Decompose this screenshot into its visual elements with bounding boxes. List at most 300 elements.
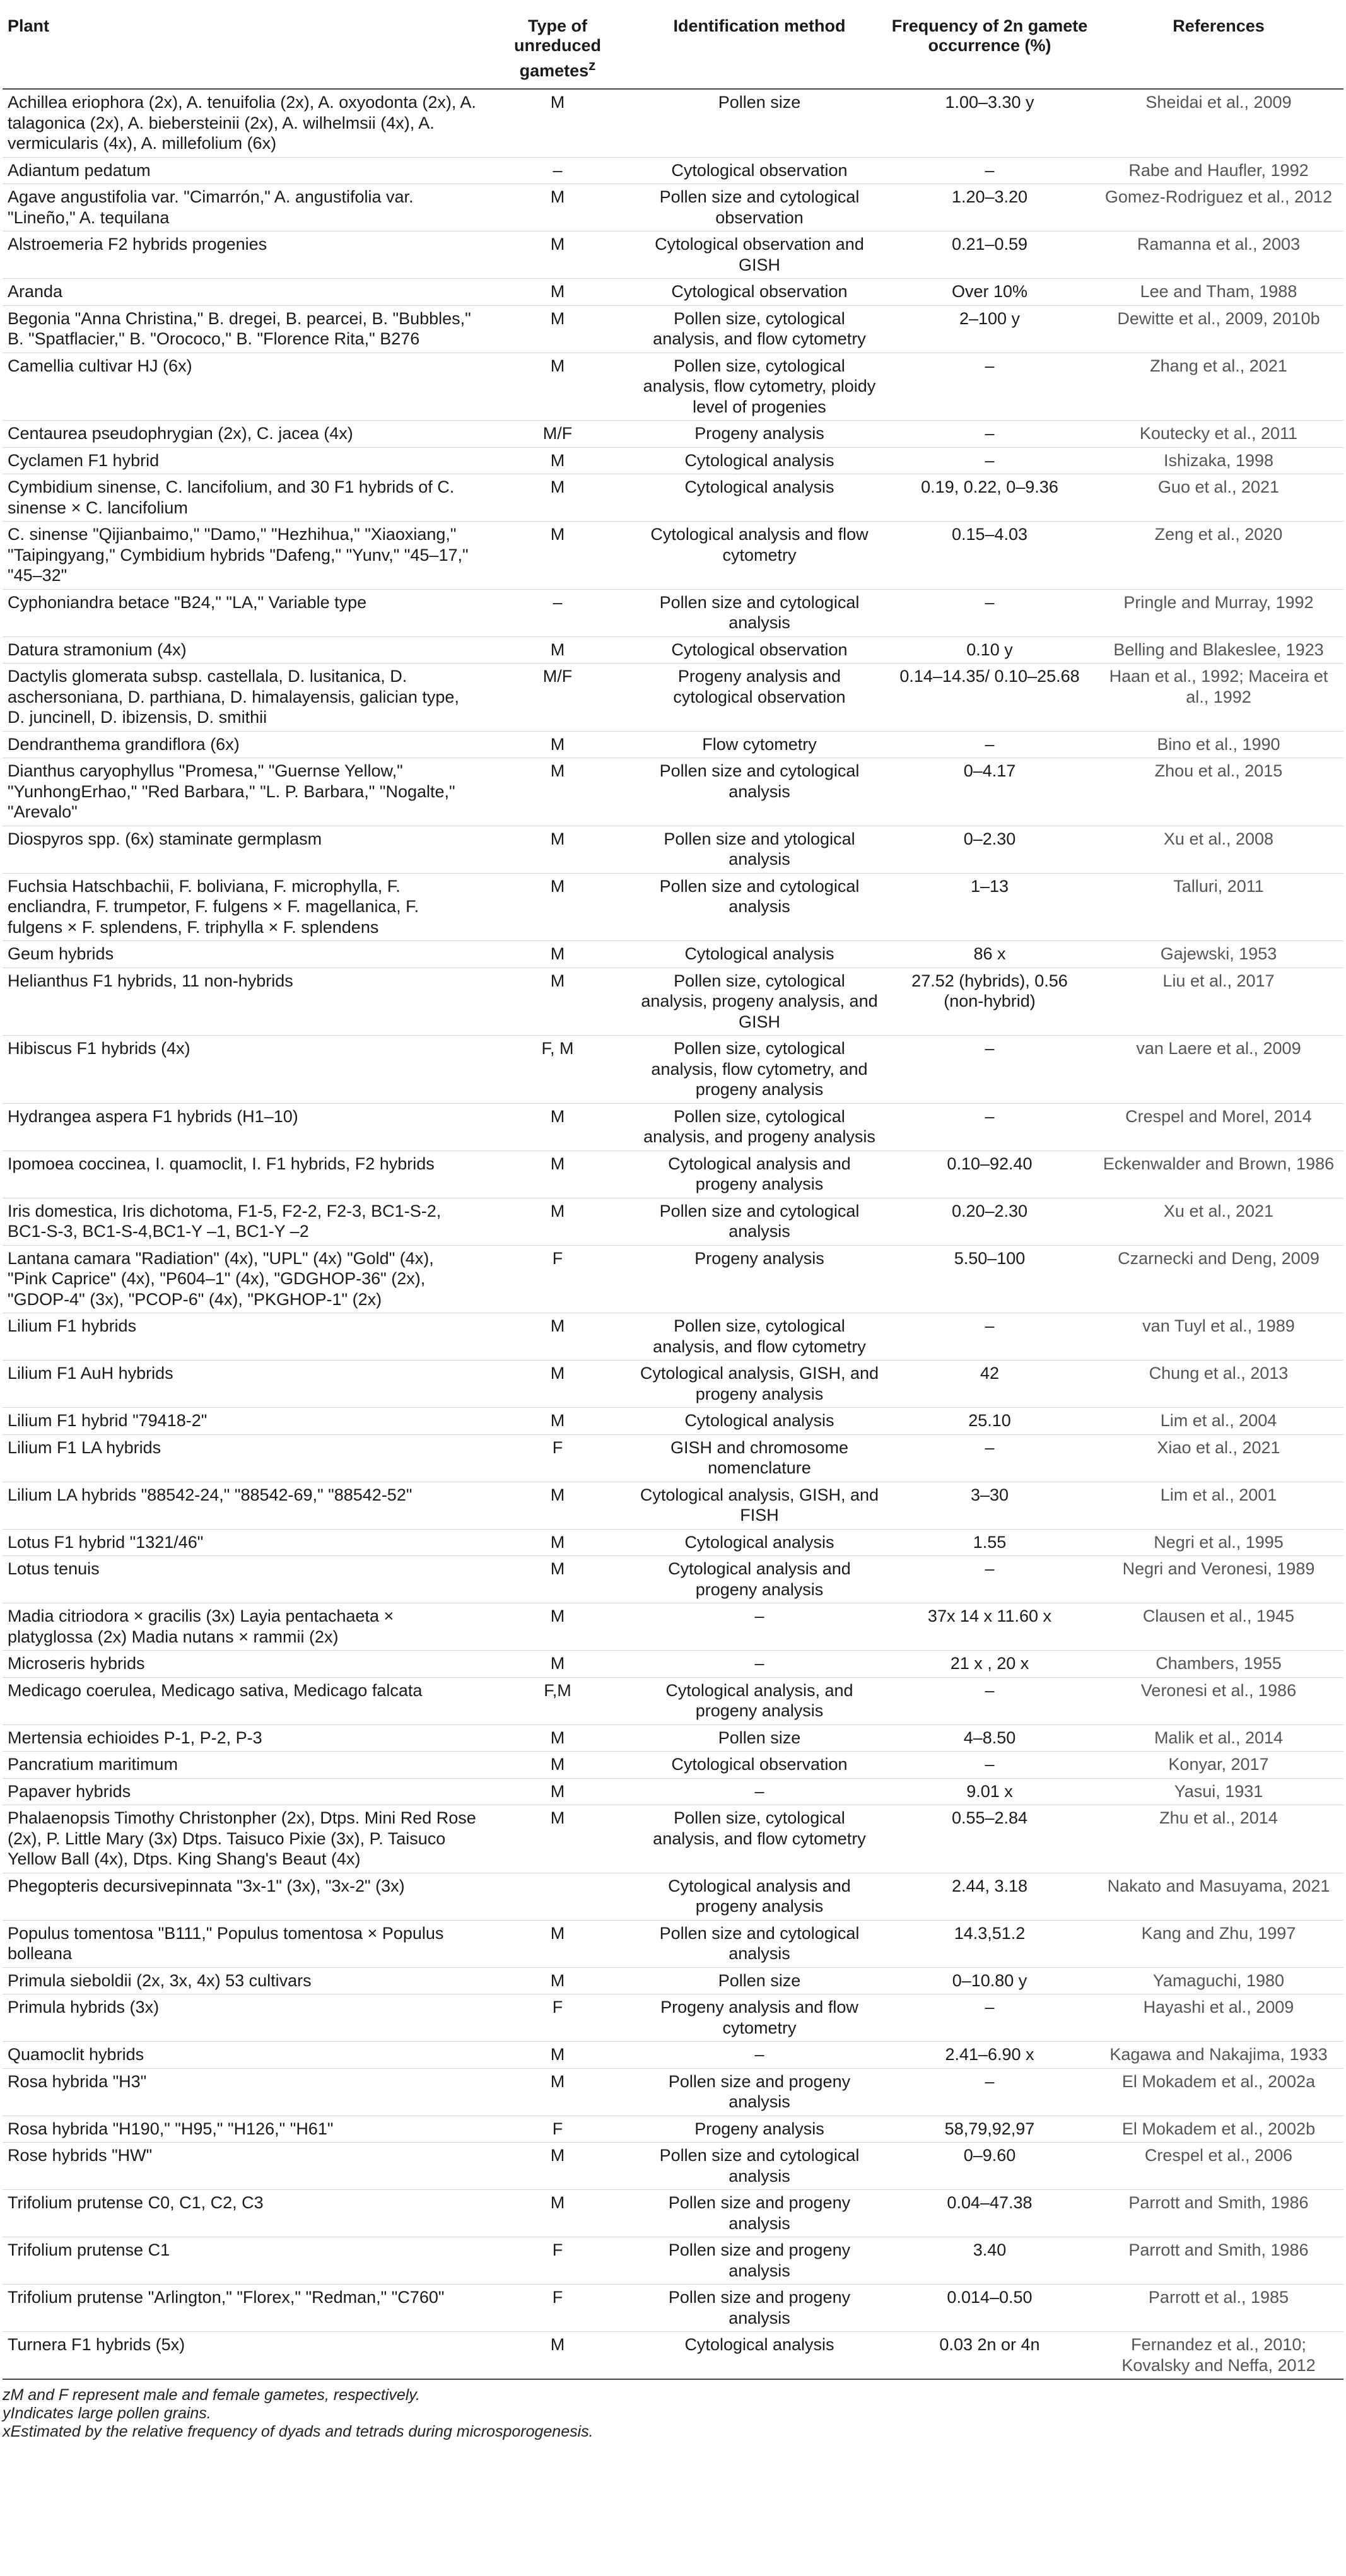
- reference-cell: Clausen et al., 1945: [1094, 1603, 1343, 1651]
- table-row: [3, 2143, 1343, 2190]
- frequency-cell: 86 x: [886, 941, 1094, 968]
- frequency-cell: –: [886, 1036, 1094, 1104]
- reference-cell: van Tuyl et al., 1989: [1094, 1313, 1343, 1361]
- plant-cell: Rose hybrids "HW": [3, 2143, 482, 2190]
- type-cell: M: [482, 1920, 633, 1967]
- plant-cell: Fuchsia Hatschbachii, F. boliviana, F. microphylla, F. encliandra, F. trumpetor, F. fulgens × F. magellanica, F. fulgens × F. splendens, F. triphylla × F. splendens: [3, 873, 482, 941]
- table-row: [3, 1361, 1343, 1408]
- table-row: [3, 1434, 1343, 1482]
- reference-cell: Xu et al., 2021: [1094, 1198, 1343, 1245]
- table-row: [3, 1805, 1343, 1873]
- method-cell: Progeny analysis: [633, 421, 886, 448]
- plant-cell: Phegopteris decursivepinnata "3x-1" (3x), "3x-2" (3x): [3, 1873, 482, 1920]
- frequency-cell: 27.52 (hybrids), 0.56 (non-hybrid): [886, 968, 1094, 1036]
- plant-cell: Rosa hybrida "H190," "H95," "H126," "H61": [3, 2116, 482, 2143]
- footnote-y: yIndicates large pollen grains.: [3, 2404, 211, 2422]
- reference-cell: Ramanna et al., 2003: [1094, 231, 1343, 279]
- method-cell: Cytological analysis: [633, 2332, 886, 2380]
- table-row: [3, 2068, 1343, 2116]
- frequency-cell: 0.55–2.84: [886, 1805, 1094, 1873]
- frequency-cell: 21 x , 20 x: [886, 1651, 1094, 1678]
- reference-cell: Konyar, 2017: [1094, 1752, 1343, 1779]
- type-cell: F,M: [482, 1677, 633, 1724]
- reference-cell: Fernandez et al., 2010; Kovalsky and Neffa, 2012: [1094, 2332, 1343, 2380]
- plant-cell: Begonia "Anna Christina," B. dregei, B. pearcei, B. "Bubbles," B. "Spatflacier," B. "Orococo," B. "Florence Rita," B276: [3, 305, 482, 353]
- plant-cell: Hibiscus F1 hybrids (4x): [3, 1036, 482, 1104]
- method-cell: –: [633, 2042, 886, 2069]
- type-cell: M: [482, 731, 633, 758]
- reference-cell: Lim et al., 2001: [1094, 1482, 1343, 1529]
- type-cell: M: [482, 1408, 633, 1435]
- plant-cell: Lilium F1 hybrids: [3, 1313, 482, 1361]
- header-type: Type of unreduced gametes$^z$: [482, 10, 633, 89]
- plant-cell: Lotus F1 hybrid "1321/46": [3, 1529, 482, 1556]
- frequency-cell: 25.10: [886, 1408, 1094, 1435]
- table-row: [3, 305, 1343, 353]
- plant-cell: Microseris hybrids: [3, 1651, 482, 1678]
- plant-cell: Agave angustifolia var. "Cimarrón," A. angustifolia var. "Lineño," A. tequilana: [3, 184, 482, 231]
- table-row: [3, 279, 1343, 306]
- frequency-cell: 0.10–92.40: [886, 1150, 1094, 1198]
- frequency-cell: –: [886, 421, 1094, 448]
- frequency-cell: 1.55: [886, 1529, 1094, 1556]
- method-cell: Cytological analysis and progeny analysis: [633, 1150, 886, 1198]
- plant-cell: Datura stramonium (4x): [3, 636, 482, 664]
- reference-cell: Eckenwalder and Brown, 1986: [1094, 1150, 1343, 1198]
- table-row: [3, 1245, 1343, 1313]
- reference-cell: Yamaguchi, 1980: [1094, 1967, 1343, 1994]
- frequency-cell: 14.3,51.2: [886, 1920, 1094, 1967]
- table-row: [3, 758, 1343, 826]
- method-cell: Pollen size and ytological analysis: [633, 826, 886, 873]
- method-cell: Cytological analysis and progeny analysis: [633, 1556, 886, 1603]
- table-row: [3, 1556, 1343, 1603]
- type-cell: –: [482, 157, 633, 184]
- plant-cell: Alstroemeria F2 hybrids progenies: [3, 231, 482, 279]
- plant-cell: Papaver hybrids: [3, 1778, 482, 1805]
- type-cell: M: [482, 184, 633, 231]
- reference-cell: Haan et al., 1992; Maceira et al., 1992: [1094, 664, 1343, 732]
- method-cell: Cytological analysis, GISH, and progeny analysis: [633, 1361, 886, 1408]
- plant-cell: Cyphoniandra betace "B24," "LA," Variable type: [3, 589, 482, 636]
- table-row: [3, 1603, 1343, 1651]
- reference-cell: El Mokadem et al., 2002a: [1094, 2068, 1343, 2116]
- frequency-cell: 3.40: [886, 2237, 1094, 2285]
- table-row: [3, 664, 1343, 732]
- table-row: [3, 1994, 1343, 2042]
- frequency-cell: 0.19, 0.22, 0–9.36: [886, 474, 1094, 522]
- frequency-cell: 0–4.17: [886, 758, 1094, 826]
- method-cell: Pollen size, cytological analysis, and progeny analysis: [633, 1103, 886, 1150]
- frequency-cell: 2.41–6.90 x: [886, 2042, 1094, 2069]
- type-cell: M: [482, 89, 633, 157]
- frequency-cell: 1.20–3.20: [886, 184, 1094, 231]
- reference-cell: van Laere et al., 2009: [1094, 1036, 1343, 1104]
- frequency-cell: 9.01 x: [886, 1778, 1094, 1805]
- table-row: [3, 1778, 1343, 1805]
- table-row: [3, 421, 1343, 448]
- table-row: [3, 1150, 1343, 1198]
- type-cell: F: [482, 2237, 633, 2285]
- type-cell: M: [482, 474, 633, 522]
- method-cell: Pollen size and cytological analysis: [633, 2143, 886, 2190]
- table-row: [3, 157, 1343, 184]
- reference-cell: Crespel et al., 2006: [1094, 2143, 1343, 2190]
- plant-cell: Trifolium prutense "Arlington," "Florex," "Redman," "C760": [3, 2285, 482, 2332]
- method-cell: Pollen size and cytological analysis: [633, 589, 886, 636]
- table-row: [3, 1482, 1343, 1529]
- table-row: [3, 231, 1343, 279]
- method-cell: Pollen size: [633, 1724, 886, 1752]
- method-cell: Pollen size and progeny analysis: [633, 2068, 886, 2116]
- plant-cell: Madia citriodora × gracilis (3x) Layia pentachaeta × platyglossa (2x) Madia nutans × rammii (2x): [3, 1603, 482, 1651]
- reference-cell: Zeng et al., 2020: [1094, 522, 1343, 590]
- plant-cell: Iris domestica, Iris dichotoma, F1-5, F2-2, F2-3, BC1-S-2, BC1-S-3, BC1-S-4,BC1-Y –1, BC1-Y –2: [3, 1198, 482, 1245]
- table-row: [3, 1920, 1343, 1967]
- type-cell: M: [482, 305, 633, 353]
- type-cell: F: [482, 2116, 633, 2143]
- type-cell: M: [482, 1778, 633, 1805]
- method-cell: Cytological analysis, GISH, and FISH: [633, 1482, 886, 1529]
- frequency-cell: –: [886, 589, 1094, 636]
- table-row: [3, 184, 1343, 231]
- plant-cell: Populus tomentosa "B111," Populus tomentosa × Populus bolleana: [3, 1920, 482, 1967]
- frequency-cell: 42: [886, 1361, 1094, 1408]
- table-row: [3, 1313, 1343, 1361]
- table-row: [3, 941, 1343, 968]
- method-cell: Cytological observation: [633, 1752, 886, 1779]
- table-row: [3, 968, 1343, 1036]
- frequency-cell: 0–2.30: [886, 826, 1094, 873]
- plant-cell: C. sinense "Qijianbaimo," "Damo," "Hezhihua," "Xiaoxiang," "Taipingyang," Cymbidium hybrids "Dafeng," "Yunv," "45–17," "45–32": [3, 522, 482, 590]
- reference-cell: Veronesi et al., 1986: [1094, 1677, 1343, 1724]
- plant-cell: Pancratium maritimum: [3, 1752, 482, 1779]
- frequency-cell: –: [886, 447, 1094, 474]
- plant-cell: Primula sieboldii (2x, 3x, 4x) 53 cultivars: [3, 1967, 482, 1994]
- type-cell: M: [482, 2068, 633, 2116]
- type-cell: M: [482, 636, 633, 664]
- frequency-cell: 1–13: [886, 873, 1094, 941]
- table-row: [3, 731, 1343, 758]
- table-row: [3, 873, 1343, 941]
- method-cell: Pollen size and cytological observation: [633, 184, 886, 231]
- reference-cell: Negri and Veronesi, 1989: [1094, 1556, 1343, 1603]
- table-row: [3, 2116, 1343, 2143]
- method-cell: Cytological analysis and progeny analysis: [633, 1873, 886, 1920]
- method-cell: Pollen size, cytological analysis, progeny analysis, and GISH: [633, 968, 886, 1036]
- frequency-cell: 0.03 2n or 4n: [886, 2332, 1094, 2380]
- frequency-cell: –: [886, 1313, 1094, 1361]
- type-cell: M: [482, 522, 633, 590]
- plant-cell: Lilium F1 hybrid "79418-2": [3, 1408, 482, 1435]
- type-cell: M: [482, 2042, 633, 2069]
- method-cell: Progeny analysis and cytological observation: [633, 664, 886, 732]
- frequency-cell: 0.04–47.38: [886, 2190, 1094, 2237]
- plant-cell: Trifolium prutense C1: [3, 2237, 482, 2285]
- frequency-cell: 58,79,92,97: [886, 2116, 1094, 2143]
- method-cell: Pollen size and cytological analysis: [633, 873, 886, 941]
- frequency-cell: –: [886, 1103, 1094, 1150]
- frequency-cell: 2–100 y: [886, 305, 1094, 353]
- type-cell: M: [482, 1482, 633, 1529]
- table-row: [3, 522, 1343, 590]
- table-row: [3, 353, 1343, 421]
- header-plant: Plant: [3, 10, 482, 89]
- plant-cell: Quamoclit hybrids: [3, 2042, 482, 2069]
- method-cell: Flow cytometry: [633, 731, 886, 758]
- header-references: References: [1094, 10, 1343, 89]
- reference-cell: Dewitte et al., 2009, 2010b: [1094, 305, 1343, 353]
- reference-cell: Yasui, 1931: [1094, 1778, 1343, 1805]
- frequency-cell: 5.50–100: [886, 1245, 1094, 1313]
- reference-cell: Parrott et al., 1985: [1094, 2285, 1343, 2332]
- method-cell: Cytological analysis: [633, 941, 886, 968]
- method-cell: Pollen size, cytological analysis, and flow cytometry: [633, 1313, 886, 1361]
- type-cell: M: [482, 1150, 633, 1198]
- reference-cell: Belling and Blakeslee, 1923: [1094, 636, 1343, 664]
- header-method: Identification method: [633, 10, 886, 89]
- plant-cell: Helianthus F1 hybrids, 11 non-hybrids: [3, 968, 482, 1036]
- plant-cell: Dendranthema grandiflora (6x): [3, 731, 482, 758]
- table-header-row: [3, 10, 1343, 89]
- type-cell: M: [482, 826, 633, 873]
- reference-cell: Zhu et al., 2014: [1094, 1805, 1343, 1873]
- reference-cell: Kang and Zhu, 1997: [1094, 1920, 1343, 1967]
- type-cell: M/F: [482, 421, 633, 448]
- method-cell: Pollen size: [633, 1967, 886, 1994]
- method-cell: Pollen size, cytological analysis, flow cytometry, and progeny analysis: [633, 1036, 886, 1104]
- type-cell: F, M: [482, 1036, 633, 1104]
- plant-cell: Phalaenopsis Timothy Christonpher (2x), Dtps. Mini Red Rose (2x), P. Little Mary (3x) Dtps. Taisuco Pixie (3x), P. Taisuco Yellow Ball (4x), Dtps. King Shang's Beaut (4x): [3, 1805, 482, 1873]
- method-cell: –: [633, 1651, 886, 1678]
- type-cell: M: [482, 353, 633, 421]
- method-cell: –: [633, 1778, 886, 1805]
- type-cell: F: [482, 1245, 633, 1313]
- table-row: [3, 826, 1343, 873]
- method-cell: Pollen size and progeny analysis: [633, 2190, 886, 2237]
- reference-cell: Parrott and Smith, 1986: [1094, 2237, 1343, 2285]
- plant-cell: Adiantum pedatum: [3, 157, 482, 184]
- method-cell: Cytological analysis: [633, 1408, 886, 1435]
- method-cell: Pollen size and cytological analysis: [633, 1920, 886, 1967]
- table-row: [3, 447, 1343, 474]
- type-cell: F: [482, 1994, 633, 2042]
- type-cell: M: [482, 1556, 633, 1603]
- reference-cell: Zhou et al., 2015: [1094, 758, 1343, 826]
- frequency-cell: 0–9.60: [886, 2143, 1094, 2190]
- frequency-cell: 0.21–0.59: [886, 231, 1094, 279]
- frequency-cell: 0.10 y: [886, 636, 1094, 664]
- method-cell: Cytological observation and GISH: [633, 231, 886, 279]
- unreduced-gametes-table: [3, 10, 1343, 2380]
- plant-cell: Centaurea pseudophrygian (2x), C. jacea (4x): [3, 421, 482, 448]
- reference-cell: Xu et al., 2008: [1094, 826, 1343, 873]
- plant-cell: Cyclamen F1 hybrid: [3, 447, 482, 474]
- reference-cell: Negri et al., 1995: [1094, 1529, 1343, 1556]
- frequency-cell: 4–8.50: [886, 1724, 1094, 1752]
- reference-cell: Zhang et al., 2021: [1094, 353, 1343, 421]
- reference-cell: Parrott and Smith, 1986: [1094, 2190, 1343, 2237]
- plant-cell: Lilium LA hybrids "88542-24," "88542-69," "88542-52": [3, 1482, 482, 1529]
- reference-cell: Chung et al., 2013: [1094, 1361, 1343, 1408]
- method-cell: Cytological analysis and flow cytometry: [633, 522, 886, 590]
- plant-cell: Lilium F1 AuH hybrids: [3, 1361, 482, 1408]
- frequency-cell: –: [886, 1994, 1094, 2042]
- frequency-cell: Over 10%: [886, 279, 1094, 306]
- frequency-cell: 0.14–14.35/ 0.10–25.68: [886, 664, 1094, 732]
- table-row: [3, 589, 1343, 636]
- type-cell: M: [482, 1529, 633, 1556]
- plant-cell: Lotus tenuis: [3, 1556, 482, 1603]
- type-cell: M: [482, 447, 633, 474]
- plant-cell: Hydrangea aspera F1 hybrids (H1–10): [3, 1103, 482, 1150]
- table-row: [3, 2332, 1343, 2380]
- plant-cell: Lantana camara "Radiation" (4x), "UPL" (4x) "Gold" (4x), "Pink Caprice" (4x), "P604–1" (4x), "GDGHOP-36" (2x), "GDOP-4" (3x), "PCOP-6" (4x), "PKGHOP-1" (2x): [3, 1245, 482, 1313]
- method-cell: Pollen size and cytological analysis: [633, 758, 886, 826]
- plant-cell: Achillea eriophora (2x), A. tenuifolia (2x), A. oxyodonta (2x), A. talagonica (2x), A. biebersteinii (2x), A. wilhelmsii (4x), A. vermicularis (4x), A. millefolium (6x): [3, 89, 482, 157]
- table-row: [3, 2190, 1343, 2237]
- method-cell: Cytological observation: [633, 636, 886, 664]
- plant-cell: Turnera F1 hybrids (5x): [3, 2332, 482, 2380]
- reference-cell: Koutecky et al., 2011: [1094, 421, 1343, 448]
- table-row: [3, 1651, 1343, 1678]
- table-row: [3, 2042, 1343, 2069]
- table-row: [3, 89, 1343, 157]
- method-cell: Cytological analysis: [633, 447, 886, 474]
- reference-cell: Hayashi et al., 2009: [1094, 1994, 1343, 2042]
- type-cell: M: [482, 1313, 633, 1361]
- type-cell: M: [482, 279, 633, 306]
- reference-cell: Pringle and Murray, 1992: [1094, 589, 1343, 636]
- frequency-cell: –: [886, 731, 1094, 758]
- reference-cell: Ishizaka, 1998: [1094, 447, 1343, 474]
- plant-cell: Medicago coerulea, Medicago sativa, Medicago falcata: [3, 1677, 482, 1724]
- method-cell: Progeny analysis: [633, 1245, 886, 1313]
- frequency-cell: –: [886, 353, 1094, 421]
- table-row: [3, 1036, 1343, 1104]
- plant-cell: Ipomoea coccinea, I. quamoclit, I. F1 hybrids, F2 hybrids: [3, 1150, 482, 1198]
- type-cell: M: [482, 873, 633, 941]
- method-cell: Pollen size and progeny analysis: [633, 2237, 886, 2285]
- frequency-cell: 0–10.80 y: [886, 1967, 1094, 1994]
- method-cell: Pollen size, cytological analysis, and flow cytometry: [633, 1805, 886, 1873]
- method-cell: Cytological analysis: [633, 474, 886, 522]
- table-row: [3, 1967, 1343, 1994]
- type-cell: M: [482, 2143, 633, 2190]
- table-row: [3, 474, 1343, 522]
- type-cell: F: [482, 1434, 633, 1482]
- reference-cell: Crespel and Morel, 2014: [1094, 1103, 1343, 1150]
- type-cell: M: [482, 1752, 633, 1779]
- table-row: [3, 2237, 1343, 2285]
- frequency-cell: –: [886, 157, 1094, 184]
- type-cell: –: [482, 589, 633, 636]
- type-cell: M: [482, 1724, 633, 1752]
- reference-cell: Malik et al., 2014: [1094, 1724, 1343, 1752]
- frequency-cell: 2.44, 3.18: [886, 1873, 1094, 1920]
- plant-cell: Dactylis glomerata subsp. castellala, D. lusitanica, D. aschersoniana, D. parthiana, D. himalayensis, galician type, D. juncinell, D. ibizensis, D. smithii: [3, 664, 482, 732]
- method-cell: Cytological observation: [633, 157, 886, 184]
- plant-cell: Diospyros spp. (6x) staminate germplasm: [3, 826, 482, 873]
- frequency-cell: 37x 14 x 11.60 x: [886, 1603, 1094, 1651]
- method-cell: Pollen size, cytological analysis, flow cytometry, ploidy level of progenies: [633, 353, 886, 421]
- reference-cell: Rabe and Haufler, 1992: [1094, 157, 1343, 184]
- plant-cell: Camellia cultivar HJ (6x): [3, 353, 482, 421]
- reference-cell: Guo et al., 2021: [1094, 474, 1343, 522]
- reference-cell: El Mokadem et al., 2002b: [1094, 2116, 1343, 2143]
- type-cell: M: [482, 1198, 633, 1245]
- plant-cell: Trifolium prutense C0, C1, C2, C3: [3, 2190, 482, 2237]
- type-cell: M: [482, 758, 633, 826]
- method-cell: Cytological observation: [633, 279, 886, 306]
- table-row: [3, 1198, 1343, 1245]
- table-row: [3, 1752, 1343, 1779]
- method-cell: Cytological analysis, and progeny analysis: [633, 1677, 886, 1724]
- table-row: [3, 636, 1343, 664]
- header-frequency: Frequency of 2n gamete occurrence (%): [886, 10, 1094, 89]
- method-cell: Progeny analysis and flow cytometry: [633, 1994, 886, 2042]
- type-cell: M: [482, 1603, 633, 1651]
- type-cell: M: [482, 1103, 633, 1150]
- frequency-cell: –: [886, 1752, 1094, 1779]
- type-cell: M: [482, 968, 633, 1036]
- type-cell: F: [482, 2285, 633, 2332]
- type-cell: M: [482, 941, 633, 968]
- method-cell: –: [633, 1603, 886, 1651]
- type-cell: M/F: [482, 664, 633, 732]
- reference-cell: Chambers, 1955: [1094, 1651, 1343, 1678]
- plant-cell: Primula hybrids (3x): [3, 1994, 482, 2042]
- plant-cell: Cymbidium sinense, C. lancifolium, and 30 F1 hybrids of C. sinense × C. lancifolium: [3, 474, 482, 522]
- type-cell: M: [482, 2190, 633, 2237]
- type-cell: [482, 1873, 633, 1920]
- frequency-cell: 1.00–3.30 y: [886, 89, 1094, 157]
- method-cell: Pollen size: [633, 89, 886, 157]
- plant-cell: Dianthus caryophyllus "Promesa," "Guernse Yellow," "YunhongErhao," "Red Barbara," "L. P. Barbara," "Nogalte," "Arevalo": [3, 758, 482, 826]
- frequency-cell: 0.014–0.50: [886, 2285, 1094, 2332]
- type-cell: M: [482, 231, 633, 279]
- frequency-cell: 0.15–4.03: [886, 522, 1094, 590]
- method-cell: Pollen size, cytological analysis, and flow cytometry: [633, 305, 886, 353]
- frequency-cell: –: [886, 1677, 1094, 1724]
- reference-cell: Talluri, 2011: [1094, 873, 1343, 941]
- table-row: [3, 1677, 1343, 1724]
- table-row: [3, 1873, 1343, 1920]
- footnote-x: xEstimated by the relative frequency of dyads and tetrads during microsporogenesis.: [3, 2423, 594, 2440]
- frequency-cell: –: [886, 2068, 1094, 2116]
- method-cell: Pollen size and cytological analysis: [633, 1198, 886, 1245]
- method-cell: GISH and chromosome nomenclature: [633, 1434, 886, 1482]
- type-cell: M: [482, 1361, 633, 1408]
- reference-cell: Nakato and Masuyama, 2021: [1094, 1873, 1343, 1920]
- reference-cell: Liu et al., 2017: [1094, 968, 1343, 1036]
- frequency-cell: 0.20–2.30: [886, 1198, 1094, 1245]
- method-cell: Pollen size and progeny analysis: [633, 2285, 886, 2332]
- frequency-cell: –: [886, 1556, 1094, 1603]
- reference-cell: Czarnecki and Deng, 2009: [1094, 1245, 1343, 1313]
- type-cell: M: [482, 1967, 633, 1994]
- plant-cell: Mertensia echioides P-1, P-2, P-3: [3, 1724, 482, 1752]
- reference-cell: Gomez-Rodriguez et al., 2012: [1094, 184, 1343, 231]
- method-cell: Cytological analysis: [633, 1529, 886, 1556]
- table-row: [3, 1529, 1343, 1556]
- reference-cell: Lee and Tham, 1988: [1094, 279, 1343, 306]
- footnote-z: zM and F represent male and female gametes, respectively.: [3, 2386, 420, 2404]
- type-cell: M: [482, 1805, 633, 1873]
- type-cell: M: [482, 2332, 633, 2380]
- reference-cell: Sheidai et al., 2009: [1094, 89, 1343, 157]
- plant-cell: Lilium F1 LA hybrids: [3, 1434, 482, 1482]
